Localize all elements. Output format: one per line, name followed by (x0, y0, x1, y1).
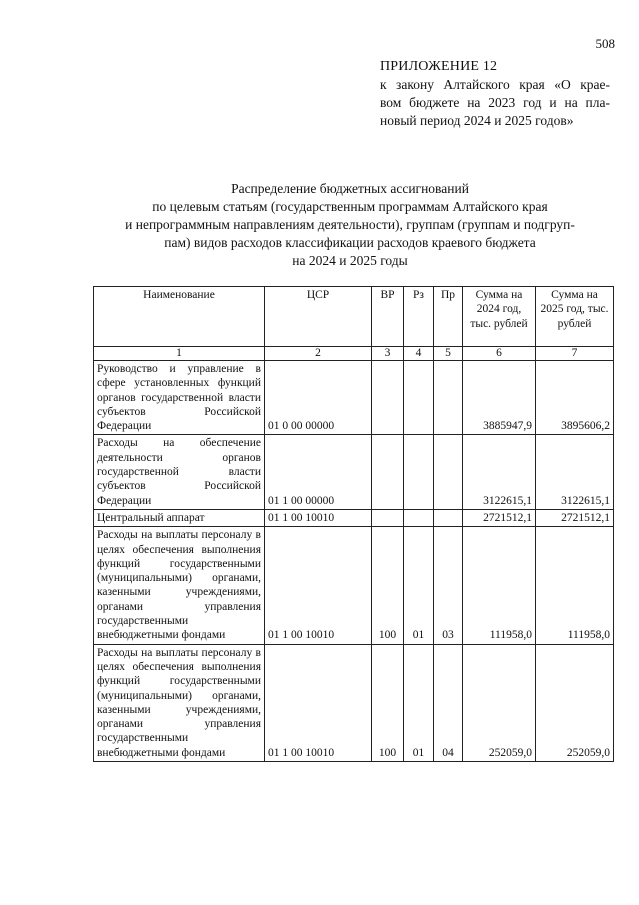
row-name: Руководство и управление в сфере установленных функций органов государственной власти субъектов Российской Федерации (94, 361, 265, 435)
row-csr: 01 1 00 10010 (265, 509, 372, 526)
document-title (90, 180, 610, 270)
column-index: 2 (265, 347, 372, 361)
row-rz: 01 (404, 644, 434, 761)
header-sum-2024: Сумма на 2024 год, тыс. рублей (463, 287, 536, 347)
title-line: и непрограммным направлениям деятельности), группам (группам и подгруп- (125, 217, 575, 232)
title-line: по целевым статьям (государственным программам Алтайского края (152, 199, 548, 214)
table-row (94, 435, 614, 509)
header-rz: Рз (404, 287, 434, 347)
header-name: Наименование (94, 287, 265, 347)
column-index: 3 (372, 347, 404, 361)
column-index: 4 (404, 347, 434, 361)
row-vr: 100 (372, 527, 404, 644)
column-index: 7 (536, 347, 614, 361)
row-name: Расходы на выплаты персоналу в целях обеспечения выполнения функций государственными (муниципальными) органами, казенными учреждениями, органами управления государственными внебюджетными фондами (94, 644, 265, 761)
row-sum-2024: 252059,0 (463, 644, 536, 761)
row-rz (404, 509, 434, 526)
column-index: 5 (434, 347, 463, 361)
row-rz (404, 361, 434, 435)
row-sum-2025: 3122615,1 (536, 435, 614, 509)
row-sum-2024: 3122615,1 (463, 435, 536, 509)
appendix-header (380, 58, 610, 130)
table-row (94, 527, 614, 644)
row-rz: 01 (404, 527, 434, 644)
header-csr: ЦСР (265, 287, 372, 347)
row-name: Центральный аппарат (94, 509, 265, 526)
table-header-row (94, 287, 614, 347)
row-vr (372, 361, 404, 435)
header-sum-2025: Сумма на 2025 год, тыс. рублей (536, 287, 614, 347)
row-name: Расходы на выплаты персоналу в целях обеспечения выполнения функций государственными (муниципальными) органами, казенными учреждениями, органами управления государственными внебюджетными фондами (94, 527, 265, 644)
title-line: на 2024 и 2025 годы (292, 253, 408, 268)
row-sum-2025: 252059,0 (536, 644, 614, 761)
title-line: пам) видов расходов классификации расходов краевого бюджета (164, 235, 536, 250)
budget-table (93, 286, 614, 762)
row-pr (434, 435, 463, 509)
row-sum-2024: 2721512,1 (463, 509, 536, 526)
title-line: Распределение бюджетных ассигнований (231, 181, 469, 196)
header-pr: Пр (434, 287, 463, 347)
row-sum-2024: 3885947,9 (463, 361, 536, 435)
appendix-line: к закону Алтайского края «О крае- (380, 77, 610, 92)
row-csr: 01 1 00 00000 (265, 435, 372, 509)
row-sum-2025: 3895606,2 (536, 361, 614, 435)
appendix-line: новый период 2024 и 2025 годов» (380, 113, 574, 128)
row-vr (372, 435, 404, 509)
column-index: 6 (463, 347, 536, 361)
row-rz (404, 435, 434, 509)
row-pr (434, 361, 463, 435)
row-csr: 01 0 00 00000 (265, 361, 372, 435)
header-vr: ВР (372, 287, 404, 347)
column-index: 1 (94, 347, 265, 361)
row-sum-2025: 111958,0 (536, 527, 614, 644)
table-row (94, 361, 614, 435)
row-csr: 01 1 00 10010 (265, 644, 372, 761)
page-number: 508 (595, 36, 615, 51)
row-sum-2025: 2721512,1 (536, 509, 614, 526)
row-csr: 01 1 00 10010 (265, 527, 372, 644)
table-row (94, 509, 614, 526)
appendix-title: ПРИЛОЖЕНИЕ 12 (380, 59, 498, 74)
row-sum-2024: 111958,0 (463, 527, 536, 644)
row-vr (372, 509, 404, 526)
appendix-line: вом бюджете на 2023 год и на пла- (380, 95, 610, 110)
table-row (94, 644, 614, 761)
row-name: Расходы на обеспечение деятельности органов государственной власти субъектов Российской Федерации (94, 435, 265, 509)
row-vr: 100 (372, 644, 404, 761)
row-pr: 04 (434, 644, 463, 761)
column-index-row (94, 347, 614, 361)
row-pr: 03 (434, 527, 463, 644)
row-pr (434, 509, 463, 526)
